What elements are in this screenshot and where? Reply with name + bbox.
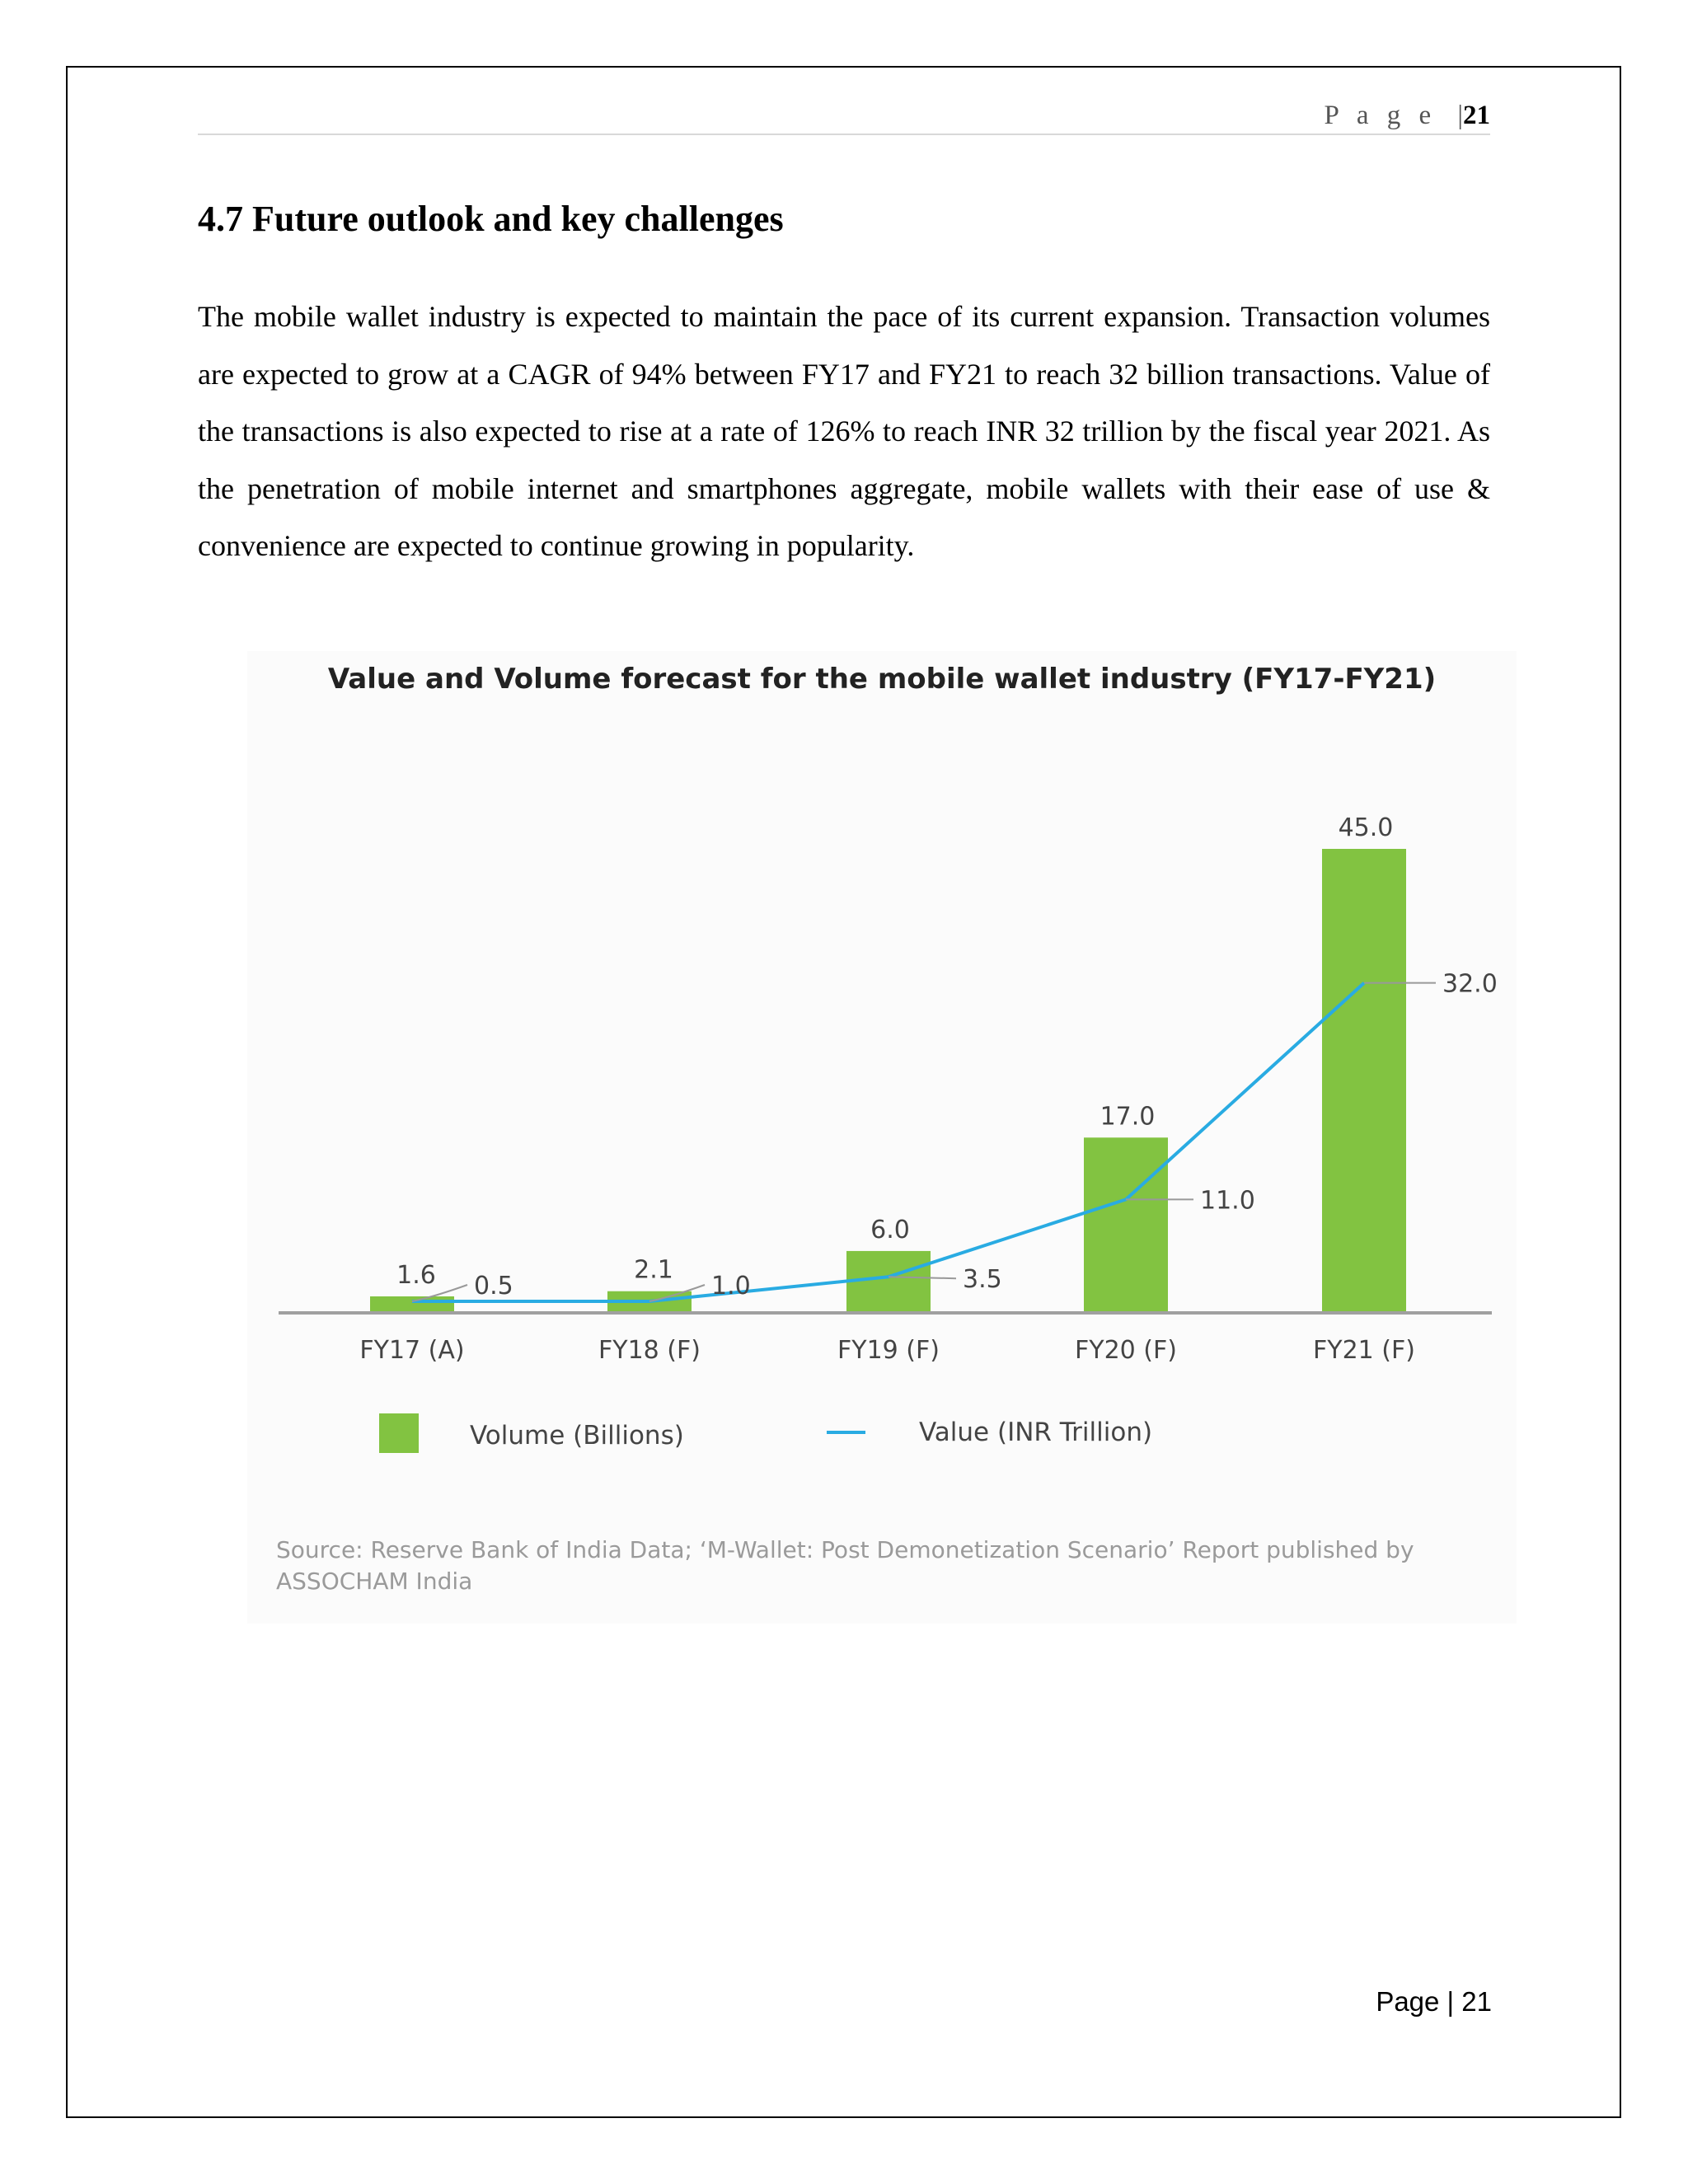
x-tick-label: FY20 (F) [1075, 1336, 1177, 1365]
header-page-num: 21 [1463, 101, 1490, 130]
body-paragraph: The mobile wallet industry is expected to maintain the pace of its current expansion. Transaction volumes are expected to grow at a CAGR of 94% between FY17 and FY21 to reach 32 billion transactions. Value of the transactions is also expected to rise at a rate of 126% to reach INR 32 trillion by the fiscal year 2021. As the penetration of mobile internet and smartphones aggregate, mobile wallets with their ease of use & convenience are expected to continue growing in popularity. [198, 300, 1490, 562]
bar-volume [846, 1251, 931, 1313]
line-value-label: 1.0 [711, 1272, 751, 1301]
bar-volume [370, 1296, 454, 1313]
x-tick-label: FY21 (F) [1313, 1336, 1415, 1365]
header-page-prefix: P a g e [1324, 101, 1437, 130]
bar-value-label: 17.0 [1100, 1102, 1156, 1132]
chart-source-line-1: Source: Reserve Bank of India Data; ‘M-Wallet: Post Demonetization Scenario’ Report published by [276, 1536, 1414, 1563]
bar-volume [1322, 849, 1406, 1313]
legend-label-volume: Volume (Billions) [470, 1421, 684, 1451]
chart-source-line-2: ASSOCHAM India [276, 1568, 473, 1595]
bar-value-label: 2.1 [634, 1255, 673, 1285]
bar-volume [1084, 1137, 1168, 1313]
x-tick-label: FY18 (F) [598, 1336, 701, 1365]
legend-label-value: Value (INR Trillion) [919, 1418, 1153, 1447]
header-page-number [1324, 101, 1490, 131]
line-value-label: 0.5 [474, 1272, 513, 1301]
header-separator: | [1457, 101, 1463, 130]
line-value-label: 11.0 [1200, 1186, 1255, 1216]
footer-page-number: Page | 21 [1376, 1986, 1492, 2017]
chart-svg [247, 651, 1517, 1624]
section-heading: 4.7 Future outlook and key challenges [198, 199, 784, 239]
bar-value-label: 1.6 [396, 1260, 436, 1290]
chart-title: Value and Volume forecast for the mobile wallet industry (FY17-FY21) [327, 663, 1437, 696]
bar-value-label: 45.0 [1338, 813, 1394, 842]
legend-swatch-volume [379, 1413, 419, 1453]
x-tick-label: FY17 (A) [359, 1336, 465, 1365]
x-tick-label: FY19 (F) [837, 1336, 940, 1365]
bar-value-label: 6.0 [870, 1215, 910, 1244]
legend-layer [379, 1413, 1152, 1453]
header-rule [198, 134, 1490, 135]
line-value-label: 32.0 [1442, 969, 1498, 999]
line-value-label: 3.5 [963, 1265, 1002, 1295]
chart-figure [247, 651, 1517, 1624]
